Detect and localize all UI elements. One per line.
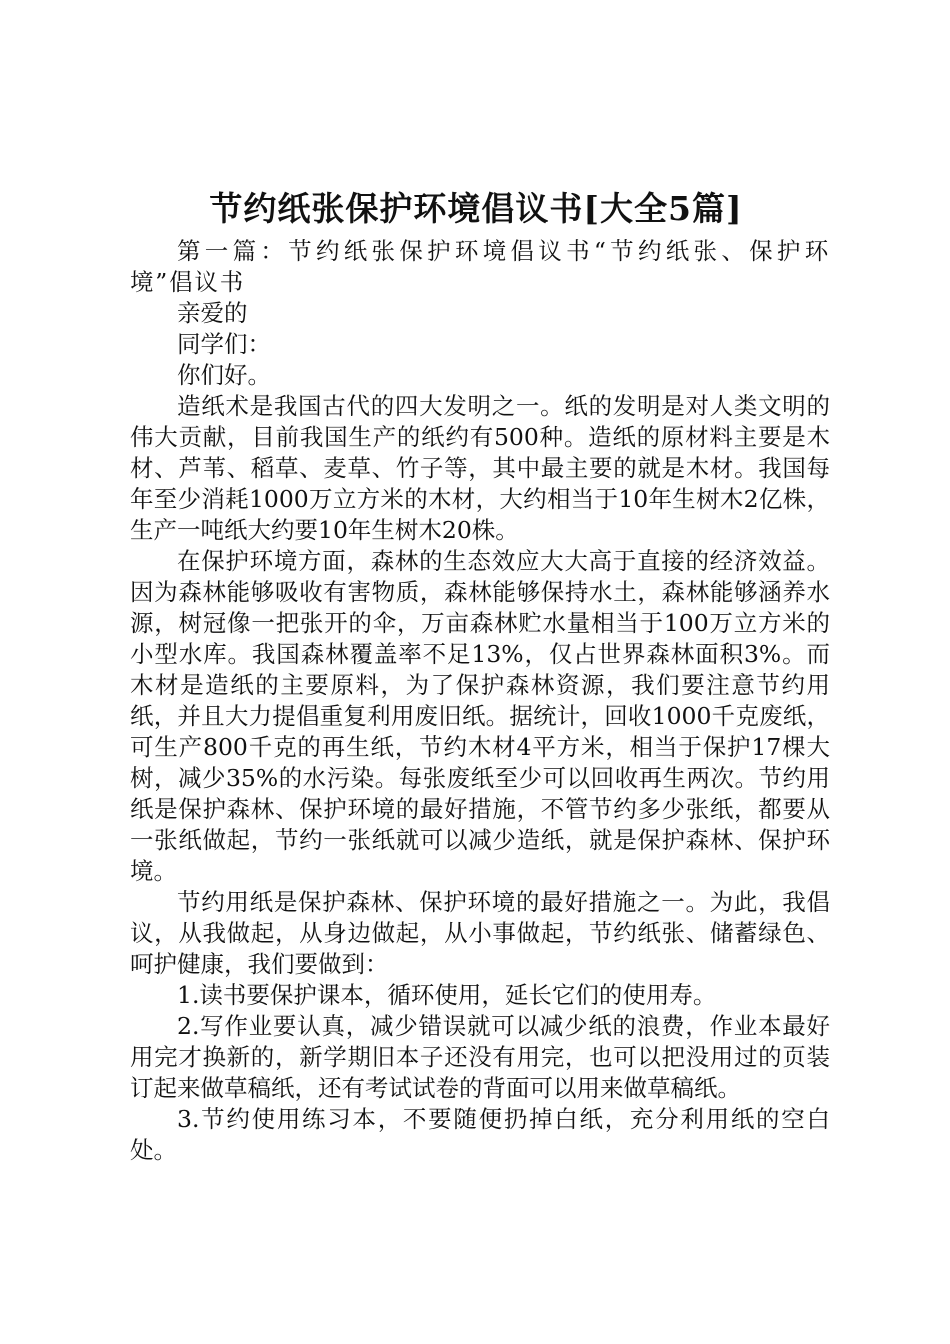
paragraph-greeting-1: 亲爱的 — [177, 299, 248, 327]
list-item-2: 2.写作业要认真，减少错误就可以减少纸的浪费，作业本最好用完才换新的，新学期旧本子还没有用完，也可以把没用过的页装订起来做草稿纸，还有考试试卷的背面可以用来做草稿纸。 — [130, 1012, 830, 1102]
paragraph-papermaking: 造纸术是我国古代的四大发明之一。纸的发明是对人类文明的伟大贡献，目前我国生产的纸约有500种。造纸的原材料主要是木材、芦苇、稻草、麦草、竹子等，其中最主要的就是木材。我国每年至少消耗1000万立方米的木材，大约相当于10年生树木2亿株，生产一吨纸大约要10年生树木20株。 — [130, 392, 830, 544]
paragraph-greeting-3: 你们好。 — [177, 361, 271, 389]
document-title: 节约纸张保护环境倡议书[大全5篇] — [209, 189, 743, 228]
paragraph-chapter-heading: 第一篇：节约纸张保护环境倡议书“节约纸张、保护环境”倡议书 — [130, 237, 830, 296]
document-page — [130, 184, 830, 1166]
paragraph-greeting-2: 同学们： — [177, 330, 271, 358]
paragraph-forest-protection: 在保护环境方面，森林的生态效应大大高于直接的经济效益。因为森林能够吸收有害物质，森林能够保持水土，森林能够涵养水源，树冠像一把张开的伞，万亩森林贮水量相当于100万立方米的小型水库。我国森林覆盖率不足13%，仅占世界森林面积3%。而木材是造纸的主要原料，为了保护森林资源，我们要注意节约用纸，并且大力提倡重复利用废旧纸。据统计，回收1000千克废纸，可生产800千克的再生纸，节约木材4平方米，相当于保护17棵大树，减少35%的水污染。每张废纸至少可以回收再生两次。节约用纸是保护森林、保护环境的最好措施，不管节约多少张纸，都要从一张纸做起，节约一张纸就可以减少造纸，就是保护森林、保护环境。 — [130, 547, 830, 885]
paragraph-proposal: 节约用纸是保护森林、保护环境的最好措施之一。为此，我倡议，从我做起，从身边做起，从小事做起，节约纸张、储蓄绿色、呵护健康，我们要做到： — [130, 888, 830, 978]
list-item-3: 3.节约使用练习本，不要随便扔掉白纸，充分利用纸的空白处。 — [130, 1105, 830, 1164]
list-item-1: 1.读书要保护课本，循环使用，延长它们的使用寿。 — [177, 981, 717, 1009]
